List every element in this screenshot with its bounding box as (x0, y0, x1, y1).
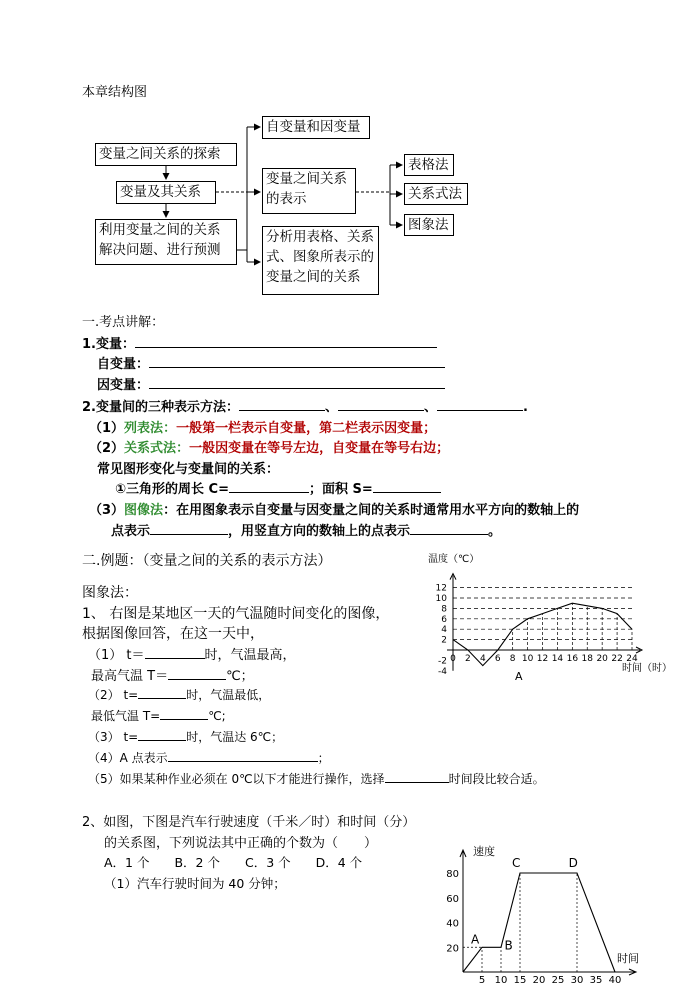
q1-a: （1） t＝ 时，气温最高， (88, 648, 296, 663)
temp-ylabel: 温度（℃） (428, 554, 480, 565)
temp-x-tick: 18 (581, 654, 593, 664)
q1-e: （3） t= 时，气温达 6℃； (88, 730, 284, 744)
box-variables: 变量及其关系 (116, 181, 216, 204)
section2-heading: 二.例题：（变量之间的关系的表示方法） (82, 553, 332, 569)
structure-title: 本章结构图 (82, 85, 148, 100)
temp-x-tick: 12 (536, 654, 549, 664)
method3-line2: 点表示 ，用竖直方向的数轴上的点表示 。 (111, 524, 502, 539)
item1-label: 1.变量： (82, 333, 437, 352)
speed-x-tick: 10 (494, 975, 508, 983)
indep-row: 自变量： (97, 353, 445, 372)
speed-line (463, 873, 615, 972)
speed-point-label: A (471, 932, 480, 947)
temp-y-tick: 4 (441, 625, 447, 636)
q1-f: （4）A 点表示 ； (88, 751, 330, 765)
method1-row: （1）列表法：一般第一栏表示自变量，第二栏表示因变量； (89, 421, 437, 436)
box-explore: 变量之间关系的探索 (95, 143, 237, 166)
q1-line1: 1、 右图是某地区一天的气温随时间变化的图像， (82, 606, 390, 622)
temp-y-tick: -2 (438, 656, 447, 667)
q1-d: 最低气温 T= ℃; (91, 709, 226, 723)
temp-y-tick: 2 (441, 635, 447, 646)
temp-y-tick: 12 (435, 583, 447, 594)
box-graph-method: 图象法 (404, 214, 454, 236)
box-representation: 变量之间关系 的表示 (262, 168, 356, 214)
box-predict: 利用变量之间的关系 解决问题、进行预测 (95, 219, 237, 265)
box-table-method: 表格法 (404, 154, 454, 176)
temp-y-tick: 10 (435, 594, 447, 604)
q1-b: 最高气温 T＝ ℃； (91, 669, 254, 684)
temp-x-tick: 4 (479, 654, 486, 664)
speed-y-tick: 20 (446, 943, 459, 955)
q2-statement1: （1）汽车行驶时间为 40 分钟； (104, 876, 286, 891)
temp-xlabel: 时间（时） (622, 663, 672, 674)
speed-y-tick: 40 (446, 918, 459, 930)
section1-heading: 一.考点讲解： (82, 315, 165, 330)
speed-x-tick: 5 (478, 975, 486, 983)
item2-row: 2.变量间的三种表示方法： 、 、 . (82, 400, 528, 415)
speed-x-tick: 25 (551, 975, 565, 983)
temp-y-tick: 8 (441, 604, 447, 615)
q2-options: A．1 个 B．2 个 C．3 个 D．4 个 (104, 855, 363, 870)
temp-x-tick: 10 (521, 654, 534, 664)
box-analysis: 分析用表格、关系 式、图象所表示的 变量之间的关系 (262, 226, 379, 295)
speed-point-label: B (504, 938, 513, 953)
q1-c: （2） t= 时，气温最低， (88, 688, 271, 702)
method2-row: （2）关系式法：一般因变量在等号左边，自变量在等号右边； (89, 441, 450, 456)
speed-x-tick: 20 (532, 975, 546, 983)
temp-x-tick: 22 (611, 654, 623, 664)
box-indep-dep: 自变量和因变量 (262, 116, 370, 139)
speed-x-tick: 15 (513, 975, 527, 983)
method3-row: （3）图像法：在用图象表示自变量与因变量之间的关系时通常用水平方向的数轴上的 (89, 503, 580, 518)
temp-x-tick: 16 (566, 654, 579, 664)
speed-xlabel: 时间 (617, 952, 639, 965)
common-text: 常见图形变化与变量间的关系： (97, 462, 280, 477)
temp-x-tick: 14 (551, 654, 564, 664)
q2-line2: 的关系图，下列说法其中正确的个数为（ ） (104, 836, 378, 851)
q2-line1: 2、如图，下图是汽车行驶速度（千米／时）和时间（分） (82, 815, 416, 830)
q1-line2: 根据图像回答，在这一天中， (82, 626, 264, 642)
temp-y-tick: -4 (438, 666, 447, 677)
dep-row: 因变量： (97, 374, 445, 393)
speed-x-tick: 40 (608, 975, 622, 983)
temp-y-tick: 6 (441, 614, 447, 625)
speed-y-tick: 60 (446, 893, 459, 905)
q1-g: （5）如果某种作业必须在 0℃以下才能进行操作，选择 时间段比较合适。 (88, 772, 545, 786)
temp-x-tick: 8 (509, 654, 516, 664)
method-label: 图象法： (82, 585, 138, 601)
speed-point-label: C (512, 855, 521, 870)
temp-x-tick: 6 (494, 654, 501, 664)
speed-x-tick: 30 (570, 975, 584, 983)
box-formula-method: 关系式法 (404, 183, 468, 205)
speed-point-label: D (568, 855, 578, 870)
temp-point-label: A (515, 670, 523, 683)
speed-ylabel: 速度 (473, 845, 495, 858)
temp-x-tick: 20 (596, 654, 608, 664)
speed-y-tick: 80 (446, 869, 459, 880)
triangle-row: ①三角形的周长 C= ；面积 S= (115, 478, 441, 497)
temp-x-tick: 0 (450, 654, 456, 664)
temp-x-tick: 24 (626, 654, 638, 664)
speed-x-tick: 35 (589, 975, 603, 983)
temp-x-tick: 2 (465, 654, 471, 664)
